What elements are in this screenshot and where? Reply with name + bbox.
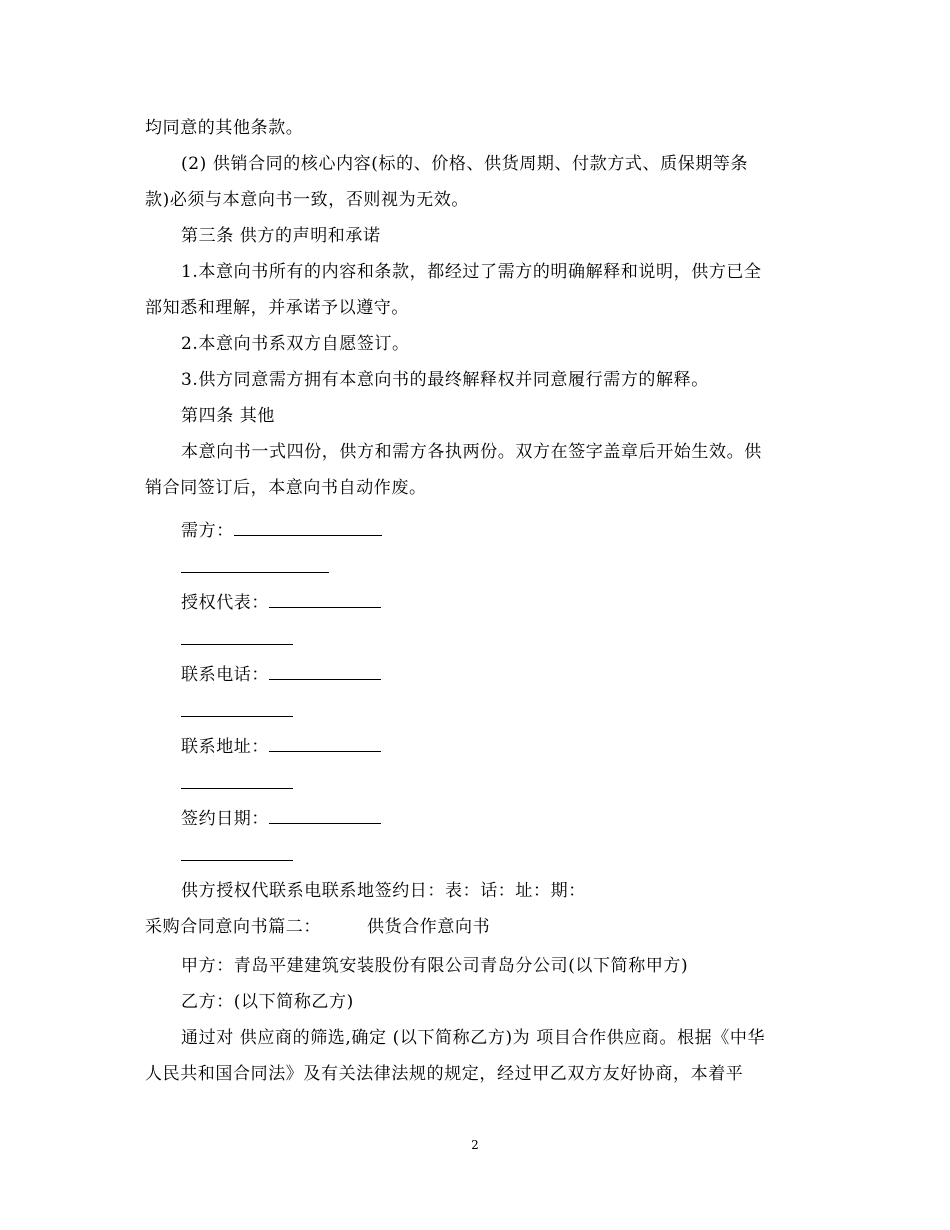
- signature-field-buyer: [181, 520, 382, 542]
- signature-blank-continuation: [181, 788, 293, 789]
- text-line: 本意向书一式四份，供方和需方各执两份。双方在签字盖章后开始生效。供: [181, 442, 762, 462]
- supplier-signature-line: 供方授权代联系电联系地签约日：表：话：址：期：: [181, 881, 586, 901]
- signature-blank-continuation: [181, 716, 293, 717]
- text-line: (2) 供销合同的核心内容(标的、价格、供货周期、付款方式、质保期等条: [181, 154, 749, 174]
- party-a-line: 甲方：青岛平建建筑安装股份有限公司青岛分公司(以下简称甲方): [181, 956, 689, 976]
- section-title: [145, 916, 490, 938]
- text-line: 3.供方同意需方拥有本意向书的最终解释权并同意履行需方的解释。: [181, 370, 709, 390]
- text-line: 均同意的其他条款。: [145, 118, 304, 138]
- signature-label: 授权代表：: [181, 593, 269, 613]
- article-heading: 第四条 其他: [181, 406, 276, 426]
- signature-blank-continuation: [181, 644, 293, 645]
- text-line: 销合同签订后，本意向书自动作废。: [145, 478, 427, 498]
- text-line: 1.本意向书所有的内容和条款，都经过了需方的明确解释和说明，供方已全: [181, 262, 762, 282]
- signature-label: 联系电话：: [181, 665, 269, 685]
- signature-blank: [269, 737, 381, 752]
- signature-field-address: [181, 736, 381, 758]
- text-line: 通过对 供应商的筛选,确定 (以下简称乙方)为 项目合作供应商。根据《中华: [181, 1028, 766, 1048]
- section-two-subtitle: 供货合作意向书: [367, 917, 491, 937]
- signature-field-phone: [181, 664, 381, 686]
- page-number: 2: [471, 1138, 479, 1152]
- text-line: 款)必须与本意向书一致，否则视为无效。: [145, 190, 470, 210]
- signature-blank: [234, 521, 382, 536]
- signature-field-date: [181, 808, 381, 830]
- text-line: 部知悉和理解，并承诺予以遵守。: [145, 298, 409, 318]
- party-b-line: 乙方：(以下简称乙方): [181, 992, 354, 1012]
- signature-label: 需方：: [181, 521, 234, 541]
- article-heading: 第三条 供方的声明和承诺: [181, 226, 381, 246]
- signature-blank-continuation: [181, 860, 293, 861]
- signature-blank: [269, 809, 381, 824]
- signature-label: 签约日期：: [181, 809, 269, 829]
- signature-label: 联系地址：: [181, 737, 269, 757]
- section-two-title: 采购合同意向书篇二：: [145, 917, 321, 937]
- signature-blank-continuation: [181, 572, 329, 573]
- signature-blank: [269, 593, 381, 608]
- text-line: 人民共和国合同法》及有关法律法规的规定，经过甲乙双方友好协商，本着平: [145, 1064, 744, 1084]
- signature-field-representative: [181, 592, 381, 614]
- signature-blank: [269, 665, 381, 680]
- text-line: 2.本意向书系双方自愿签订。: [181, 334, 410, 354]
